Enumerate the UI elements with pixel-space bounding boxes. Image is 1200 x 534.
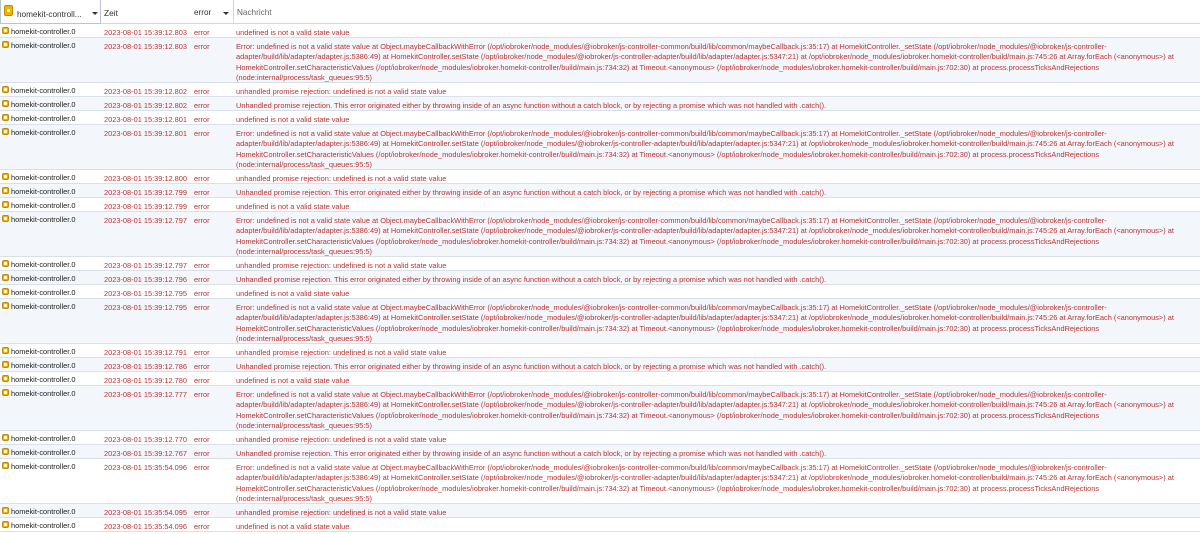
adapter-icon bbox=[2, 462, 9, 469]
log-row[interactable] bbox=[0, 372, 1200, 386]
log-row[interactable] bbox=[0, 285, 1200, 299]
log-message: Unhandled promise rejection. This error originated either by throwing inside of an async function without a catch block, or by rejecting a promise which was not handled with .catch(). bbox=[236, 449, 827, 458]
log-row[interactable] bbox=[0, 344, 1200, 358]
log-row[interactable] bbox=[0, 83, 1200, 97]
log-source: homekit-controller.0 bbox=[11, 507, 76, 516]
log-severity: error bbox=[194, 463, 210, 472]
log-row[interactable] bbox=[0, 24, 1200, 38]
log-message: undefined is not a valid state value bbox=[236, 202, 350, 211]
log-source: homekit-controller.0 bbox=[11, 100, 76, 109]
log-time: 2023-08-01 15:39:12.799 bbox=[104, 188, 188, 197]
log-row[interactable] bbox=[0, 459, 1200, 504]
log-source: homekit-controller.0 bbox=[11, 260, 76, 269]
log-source: homekit-controller.0 bbox=[11, 347, 76, 356]
log-row[interactable] bbox=[0, 358, 1200, 372]
log-message: unhandled promise rejection: undefined is not a valid state value bbox=[236, 87, 447, 96]
log-source: homekit-controller.0 bbox=[11, 288, 76, 297]
log-row[interactable] bbox=[0, 125, 1200, 170]
log-severity: error bbox=[194, 188, 210, 197]
log-message: undefined is not a valid state value bbox=[236, 376, 350, 385]
log-source: homekit-controller.0 bbox=[11, 201, 76, 210]
log-severity: error bbox=[194, 42, 210, 51]
log-severity: error bbox=[194, 28, 210, 37]
log-message: unhandled promise rejection: undefined is not a valid state value bbox=[236, 348, 447, 357]
log-row[interactable] bbox=[0, 518, 1200, 532]
log-time: 2023-08-01 15:39:12.791 bbox=[104, 348, 188, 357]
adapter-icon bbox=[2, 173, 9, 180]
log-message: Error: undefined is not a valid state value at Object.maybeCallbackWithError (/opt/iobroker/node_modules/@iobroker/js-controller-common/build/lib/common/maybeCallback.js:35:17) at HomekitController._setState (/opt/iobroker/node_modules/@iobroker/js-controller-adapter/build/lib/adapter/adapter.js:5386:49) at HomekitController.setState (/opt/iobroker/node_modules/@iobroker/js-controller-adapter/build/lib/adapter/adapter.js:5347:21) at /opt/iobroker/node_modules/iobroker.homekit-controller/build/main.js:745:26 at Array.forEach (<anonymous>) at HomekitController.setCharacteristicValues (/opt/iobroker/node_modules/iobroker.homekit-controller/build/main.js:734:32) at Timeout.<anonymous> (/opt/iobroker/node_modules/iobroker.homekit-controller/build/main.js:702:30) at process.processTicksAndRejections (node:internal/process/task_queues:95:5) bbox=[236, 42, 1174, 82]
log-message: undefined is not a valid state value bbox=[236, 115, 350, 124]
log-source: homekit-controller.0 bbox=[11, 521, 76, 530]
adapter-icon bbox=[2, 86, 9, 93]
message-filter-input[interactable] bbox=[233, 0, 1200, 24]
log-row[interactable] bbox=[0, 445, 1200, 459]
log-severity: error bbox=[194, 362, 210, 371]
log-severity: error bbox=[194, 522, 210, 531]
log-time: 2023-08-01 15:39:12.767 bbox=[104, 449, 188, 458]
log-row[interactable] bbox=[0, 111, 1200, 125]
adapter-icon bbox=[2, 288, 9, 295]
log-time: 2023-08-01 15:39:12.802 bbox=[104, 101, 188, 110]
time-column-header[interactable] bbox=[104, 0, 184, 24]
log-time: 2023-08-01 15:39:12.803 bbox=[104, 28, 188, 37]
adapter-icon bbox=[4, 5, 13, 16]
log-message: Error: undefined is not a valid state value at Object.maybeCallbackWithError (/opt/iobroker/node_modules/@iobroker/js-controller-common/build/lib/common/maybeCallback.js:35:17) at HomekitController._setState (/opt/iobroker/node_modules/@iobroker/js-controller-adapter/build/lib/adapter/adapter.js:5386:49) at HomekitController.setState (/opt/iobroker/node_modules/@iobroker/js-controller-adapter/build/lib/adapter/adapter.js:5347:21) at /opt/iobroker/node_modules/iobroker.homekit-controller/build/main.js:745:26 at Array.forEach (<anonymous>) at HomekitController.setCharacteristicValues (/opt/iobroker/node_modules/iobroker.homekit-controller/build/main.js:734:32) at Timeout.<anonymous> (/opt/iobroker/node_modules/iobroker.homekit-controller/build/main.js:702:30) at process.processTicksAndRejections (node:internal/process/task_queues:95:5) bbox=[236, 390, 1174, 430]
log-message: unhandled promise rejection: undefined is not a valid state value bbox=[236, 174, 447, 183]
log-time: 2023-08-01 15:39:12.797 bbox=[104, 261, 188, 270]
log-row[interactable] bbox=[0, 38, 1200, 83]
log-severity: error bbox=[194, 435, 210, 444]
log-source: homekit-controller.0 bbox=[11, 462, 76, 471]
log-severity: error bbox=[194, 87, 210, 96]
severity-filter-label: error bbox=[194, 8, 212, 17]
log-severity: error bbox=[194, 261, 210, 270]
adapter-icon bbox=[2, 274, 9, 281]
adapter-icon bbox=[2, 302, 9, 309]
adapter-icon bbox=[2, 187, 9, 194]
log-time: 2023-08-01 15:39:12.795 bbox=[104, 289, 188, 298]
log-severity: error bbox=[194, 101, 210, 110]
log-message: Error: undefined is not a valid state value at Object.maybeCallbackWithError (/opt/iobroker/node_modules/@iobroker/js-controller-common/build/lib/common/maybeCallback.js:35:17) at HomekitController._setState (/opt/iobroker/node_modules/@iobroker/js-controller-adapter/build/lib/adapter/adapter.js:5386:49) at HomekitController.setState (/opt/iobroker/node_modules/@iobroker/js-controller-adapter/build/lib/adapter/adapter.js:5347:21) at /opt/iobroker/node_modules/iobroker.homekit-controller/build/main.js:745:26 at Array.forEach (<anonymous>) at HomekitController.setCharacteristicValues (/opt/iobroker/node_modules/iobroker.homekit-controller/build/main.js:734:32) at Timeout.<anonymous> (/opt/iobroker/node_modules/iobroker.homekit-controller/build/main.js:702:30) at process.processTicksAndRejections (node:internal/process/task_queues:95:5) bbox=[236, 129, 1174, 169]
adapter-icon bbox=[2, 128, 9, 135]
log-message: unhandled promise rejection: undefined is not a valid state value bbox=[236, 435, 447, 444]
log-source: homekit-controller.0 bbox=[11, 274, 76, 283]
source-filter-select[interactable] bbox=[0, 0, 101, 24]
severity-filter-select[interactable] bbox=[194, 0, 232, 24]
log-time: 2023-08-01 15:39:12.797 bbox=[104, 216, 188, 225]
log-message: undefined is not a valid state value bbox=[236, 522, 350, 531]
log-source: homekit-controller.0 bbox=[11, 361, 76, 370]
log-source: homekit-controller.0 bbox=[11, 41, 76, 50]
log-row[interactable] bbox=[0, 386, 1200, 431]
adapter-icon bbox=[2, 260, 9, 267]
log-source: homekit-controller.0 bbox=[11, 128, 76, 137]
log-row[interactable] bbox=[0, 212, 1200, 257]
log-time: 2023-08-01 15:39:12.800 bbox=[104, 174, 188, 183]
adapter-icon bbox=[2, 448, 9, 455]
log-source: homekit-controller.0 bbox=[11, 114, 76, 123]
log-message: undefined is not a valid state value bbox=[236, 289, 350, 298]
log-table-body bbox=[0, 24, 1200, 532]
log-time: 2023-08-01 15:39:12.802 bbox=[104, 87, 188, 96]
log-row[interactable] bbox=[0, 198, 1200, 212]
log-message: Unhandled promise rejection. This error originated either by throwing inside of an async function without a catch block, or by rejecting a promise which was not handled with .catch(). bbox=[236, 101, 827, 110]
log-time: 2023-08-01 15:39:12.786 bbox=[104, 362, 188, 371]
time-column-label: Zeit bbox=[104, 8, 118, 18]
log-source: homekit-controller.0 bbox=[11, 434, 76, 443]
log-time: 2023-08-01 15:39:12.796 bbox=[104, 275, 188, 284]
log-source: homekit-controller.0 bbox=[11, 27, 76, 36]
log-time: 2023-08-01 15:35:54.096 bbox=[104, 522, 188, 531]
adapter-icon bbox=[2, 201, 9, 208]
log-row[interactable] bbox=[0, 170, 1200, 184]
log-time: 2023-08-01 15:39:12.770 bbox=[104, 435, 188, 444]
log-row[interactable] bbox=[0, 431, 1200, 445]
log-severity: error bbox=[194, 275, 210, 284]
chevron-down-icon[interactable] bbox=[92, 12, 98, 15]
log-severity: error bbox=[194, 289, 210, 298]
log-source: homekit-controller.0 bbox=[11, 448, 76, 457]
log-severity: error bbox=[194, 202, 210, 211]
log-message: Unhandled promise rejection. This error originated either by throwing inside of an async function without a catch block, or by rejecting a promise which was not handled with .catch(). bbox=[236, 362, 827, 371]
log-severity: error bbox=[194, 216, 210, 225]
log-severity: error bbox=[194, 174, 210, 183]
log-table-header bbox=[0, 0, 1200, 24]
log-source: homekit-controller.0 bbox=[11, 187, 76, 196]
log-severity: error bbox=[194, 303, 210, 312]
source-filter-label: homekit-controll... bbox=[17, 10, 82, 19]
log-severity: error bbox=[194, 390, 210, 399]
adapter-icon bbox=[2, 100, 9, 107]
log-row[interactable] bbox=[0, 257, 1200, 271]
log-row[interactable] bbox=[0, 184, 1200, 198]
log-message: Error: undefined is not a valid state value at Object.maybeCallbackWithError (/opt/iobroker/node_modules/@iobroker/js-controller-common/build/lib/common/maybeCallback.js:35:17) at HomekitController._setState (/opt/iobroker/node_modules/@iobroker/js-controller-adapter/build/lib/adapter/adapter.js:5386:49) at HomekitController.setState (/opt/iobroker/node_modules/@iobroker/js-controller-adapter/build/lib/adapter/adapter.js:5347:21) at /opt/iobroker/node_modules/iobroker.homekit-controller/build/main.js:745:26 at Array.forEach (<anonymous>) at HomekitController.setCharacteristicValues (/opt/iobroker/node_modules/iobroker.homekit-controller/build/main.js:734:32) at Timeout.<anonymous> (/opt/iobroker/node_modules/iobroker.homekit-controller/build/main.js:702:30) at process.processTicksAndRejections (node:internal/process/task_queues:95:5) bbox=[236, 463, 1174, 503]
log-severity: error bbox=[194, 449, 210, 458]
log-severity: error bbox=[194, 376, 210, 385]
log-source: homekit-controller.0 bbox=[11, 173, 76, 182]
log-severity: error bbox=[194, 508, 210, 517]
log-time: 2023-08-01 15:39:12.795 bbox=[104, 303, 188, 312]
log-source: homekit-controller.0 bbox=[11, 375, 76, 384]
adapter-icon bbox=[2, 507, 9, 514]
adapter-icon bbox=[2, 375, 9, 382]
adapter-icon bbox=[2, 389, 9, 396]
adapter-icon bbox=[2, 347, 9, 354]
log-message: Unhandled promise rejection. This error originated either by throwing inside of an async function without a catch block, or by rejecting a promise which was not handled with .catch(). bbox=[236, 275, 827, 284]
log-time: 2023-08-01 15:39:12.801 bbox=[104, 129, 188, 138]
adapter-icon bbox=[2, 521, 9, 528]
log-source: homekit-controller.0 bbox=[11, 302, 76, 311]
log-severity: error bbox=[194, 129, 210, 138]
log-row[interactable] bbox=[0, 271, 1200, 285]
log-time: 2023-08-01 15:39:12.799 bbox=[104, 202, 188, 211]
log-message: Unhandled promise rejection. This error originated either by throwing inside of an async function without a catch block, or by rejecting a promise which was not handled with .catch(). bbox=[236, 188, 827, 197]
adapter-icon bbox=[2, 361, 9, 368]
adapter-icon bbox=[2, 434, 9, 441]
log-time: 2023-08-01 15:39:12.803 bbox=[104, 42, 188, 51]
log-row[interactable] bbox=[0, 504, 1200, 518]
chevron-down-icon[interactable] bbox=[223, 12, 229, 15]
log-message: undefined is not a valid state value bbox=[236, 28, 350, 37]
log-time: 2023-08-01 15:35:54.095 bbox=[104, 508, 188, 517]
log-message: unhandled promise rejection: undefined is not a valid state value bbox=[236, 261, 447, 270]
log-source: homekit-controller.0 bbox=[11, 215, 76, 224]
log-time: 2023-08-01 15:35:54.096 bbox=[104, 463, 188, 472]
log-severity: error bbox=[194, 115, 210, 124]
adapter-icon bbox=[2, 41, 9, 48]
log-time: 2023-08-01 15:39:12.801 bbox=[104, 115, 188, 124]
adapter-icon bbox=[2, 27, 9, 34]
adapter-icon bbox=[2, 114, 9, 121]
log-source: homekit-controller.0 bbox=[11, 86, 76, 95]
adapter-icon bbox=[2, 215, 9, 222]
log-message: Error: undefined is not a valid state value at Object.maybeCallbackWithError (/opt/iobroker/node_modules/@iobroker/js-controller-common/build/lib/common/maybeCallback.js:35:17) at HomekitController._setState (/opt/iobroker/node_modules/@iobroker/js-controller-adapter/build/lib/adapter/adapter.js:5386:49) at HomekitController.setState (/opt/iobroker/node_modules/@iobroker/js-controller-adapter/build/lib/adapter/adapter.js:5347:21) at /opt/iobroker/node_modules/iobroker.homekit-controller/build/main.js:745:26 at Array.forEach (<anonymous>) at HomekitController.setCharacteristicValues (/opt/iobroker/node_modules/iobroker.homekit-controller/build/main.js:734:32) at Timeout.<anonymous> (/opt/iobroker/node_modules/iobroker.homekit-controller/build/main.js:702:30) at process.processTicksAndRejections (node:internal/process/task_queues:95:5) bbox=[236, 216, 1174, 256]
log-time: 2023-08-01 15:39:12.780 bbox=[104, 376, 188, 385]
log-time: 2023-08-01 15:39:12.777 bbox=[104, 390, 188, 399]
log-row[interactable] bbox=[0, 97, 1200, 111]
message-filter-placeholder: Nachricht bbox=[237, 8, 272, 17]
log-row[interactable] bbox=[0, 299, 1200, 344]
log-message: unhandled promise rejection: undefined is not a valid state value bbox=[236, 508, 447, 517]
log-severity: error bbox=[194, 348, 210, 357]
log-source: homekit-controller.0 bbox=[11, 389, 76, 398]
log-message: Error: undefined is not a valid state value at Object.maybeCallbackWithError (/opt/iobroker/node_modules/@iobroker/js-controller-common/build/lib/common/maybeCallback.js:35:17) at HomekitController._setState (/opt/iobroker/node_modules/@iobroker/js-controller-adapter/build/lib/adapter/adapter.js:5386:49) at HomekitController.setState (/opt/iobroker/node_modules/@iobroker/js-controller-adapter/build/lib/adapter/adapter.js:5347:21) at /opt/iobroker/node_modules/iobroker.homekit-controller/build/main.js:745:26 at Array.forEach (<anonymous>) at HomekitController.setCharacteristicValues (/opt/iobroker/node_modules/iobroker.homekit-controller/build/main.js:734:32) at Timeout.<anonymous> (/opt/iobroker/node_modules/iobroker.homekit-controller/build/main.js:702:30) at process.processTicksAndRejections (node:internal/process/task_queues:95:5) bbox=[236, 303, 1174, 343]
